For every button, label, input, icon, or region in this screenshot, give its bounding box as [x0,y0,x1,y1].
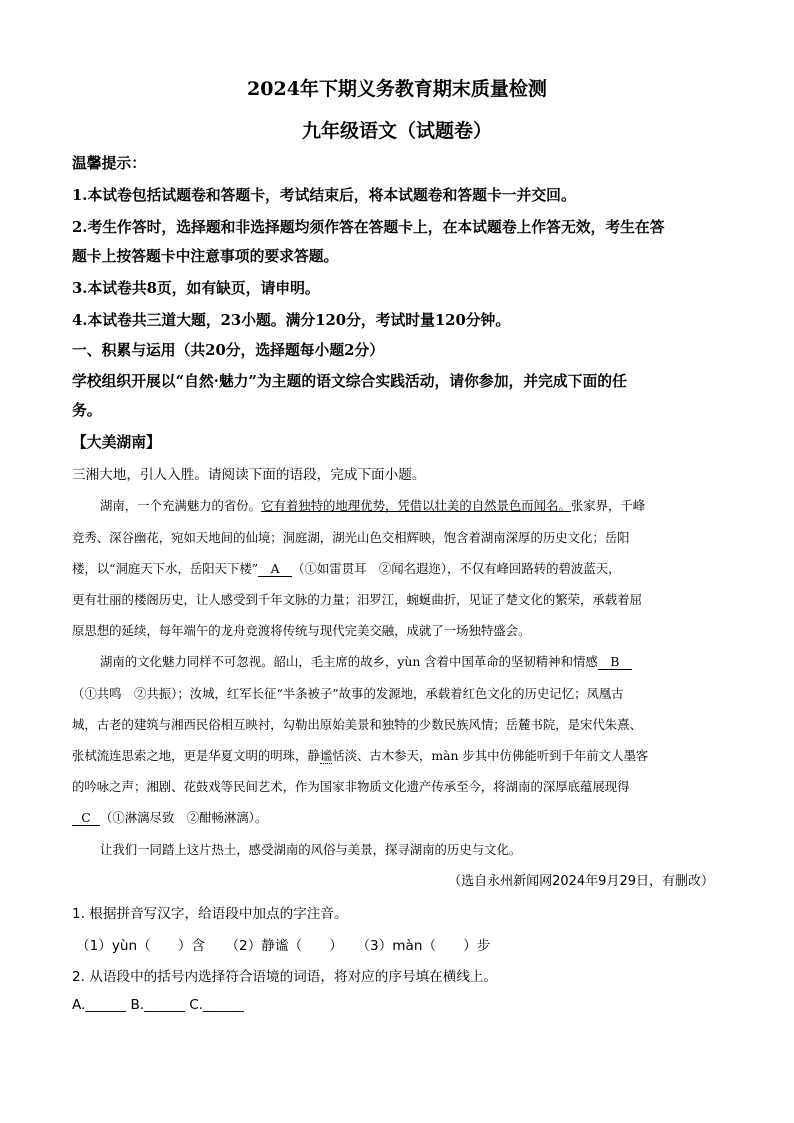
passage-p3: 让我们一同踏上这片热土，感受湖南的风俗与美景，探寻湖南的历史与文化。 [100,842,522,857]
passage-p1-line-3 [72,559,621,577]
blank-a: A [258,562,292,577]
passage-p2-line-3: 城，古老的建筑与湘西民俗相互映衬，勾勒出原始美景和独特的少数民族风情；岳麓书院，是宋代朱熹、 [72,717,642,732]
question-2: 2. 从语段中的括号内选择符合语境的词语，将对应的序号填在横线上。 [72,969,498,985]
notice-item-4: 4.本试卷共三道大题，23小题。满分120分，考试时量120分钟。 [72,312,511,329]
underlined-sentence: 它有着独特的地理优势，凭借以壮美的自然景色而闻名。 [261,498,571,513]
passage-text: 张栻流连思索之地，更是华夏文明的明珠，静 [72,748,320,763]
passage-p2-line-1 [100,652,632,670]
notice-heading: 温馨提示： [72,155,146,172]
passage-text: 湖南的文化魅力同样不可忽视。韶山，毛主席的故乡，yùn 含着中国革命的坚韧精神和情感 [100,654,598,669]
passage-p1-line-5: 原思想的延续，每年端午的龙舟竞渡将传统与现代完美交融，成就了一场独特盛会。 [72,623,531,638]
notice-item-2-line-1: 2.考生作答时，选择题和非选择题均须作答在答题卡上，在本试题卷上作答无效，考生在答 [72,219,665,236]
passage-p1-line-1 [100,496,645,514]
passage-p2-line-4 [72,746,648,764]
notice-item-2-line-2: 题卡上按答题卡中注意事项的要求答题。 [72,248,339,265]
passage-text: （①淋漓尽致 ②酣畅淋漓）。 [100,810,268,825]
sub-heading: 【大美湖南】 [72,434,161,451]
passage-text: 湖南，一个充满魅力的省份。 [100,498,262,513]
passage-text: 恬淡、古木参天，màn 步其中仿佛能听到千年前文人墨客 [332,748,649,763]
passage-p2-line-5: 的吟咏之声；湘剧、花鼓戏等民间艺术，作为国家非物质文化遗产传承至今，将湖南的深厚底蕴展现得 [72,779,630,794]
page-title: 2024年下期义务教育期末质量检测 [247,78,547,100]
reading-lead: 三湘大地，引人入胜。请阅读下面的语段，完成下面小题。 [72,467,426,483]
question-2-blanks: A.______ B.______ C.______ [72,997,244,1013]
passage-text: （①如雷贯耳 ②闻名遐迩），不仅有峰回路转的碧波蓝天， [292,561,621,576]
passage-text: 张家界，千峰 [570,498,646,513]
passage-source: （选自永州新闻网2024年9月29日，有删改） [448,874,714,889]
dotted-char: 谧 [319,748,333,763]
passage-text: 楼，以“洞庭天下水，岳阳天下楼” [72,561,259,576]
blank-b: B [598,655,632,670]
passage-p2-line-6 [72,808,267,826]
section-1-intro-line-2: 务。 [72,402,102,419]
notice-item-3: 3.本试卷共8页，如有缺页，请申明。 [72,280,320,297]
section-1-heading: 一、积累与运用（共20分，选择题每小题2分） [72,342,385,359]
section-1-intro-line-1: 学校组织开展以“自然·魅力”为主题的语文综合实践活动，请你参加，并完成下面的任 [72,373,627,390]
blank-c: C [72,811,100,826]
notice-item-1: 1.本试卷包括试题卷和答题卡，考试结束后，将本试题卷和答题卡一并交回。 [72,187,576,204]
question-1: 1. 根据拼音写汉字，给语段中加点的字注音。 [72,906,348,922]
passage-p1-line-4: 更有壮丽的楼阁历史，让人感受到千年文脉的力量；汨罗江，蜿蜒曲折，见证了楚文化的繁荣，承载着屈 [72,592,642,607]
question-1-options: （1）yùn（ ）含 （2）静谧（ ） （3）màn（ ）步 [76,938,491,954]
passage-p2-line-2: （①共鸣 ②共振）；汝城，红军长征“半条被子”故事的发源地，承载着红色文化的历史记忆；凤凰古 [72,686,624,701]
passage-p1-line-2: 竞秀、深谷幽花，宛如天地间的仙境；洞庭湖，湖光山色交相辉映，饱含着湖南深厚的历史文化；岳阳 [72,530,630,545]
page-subtitle: 九年级语文（试题卷） [301,120,492,142]
